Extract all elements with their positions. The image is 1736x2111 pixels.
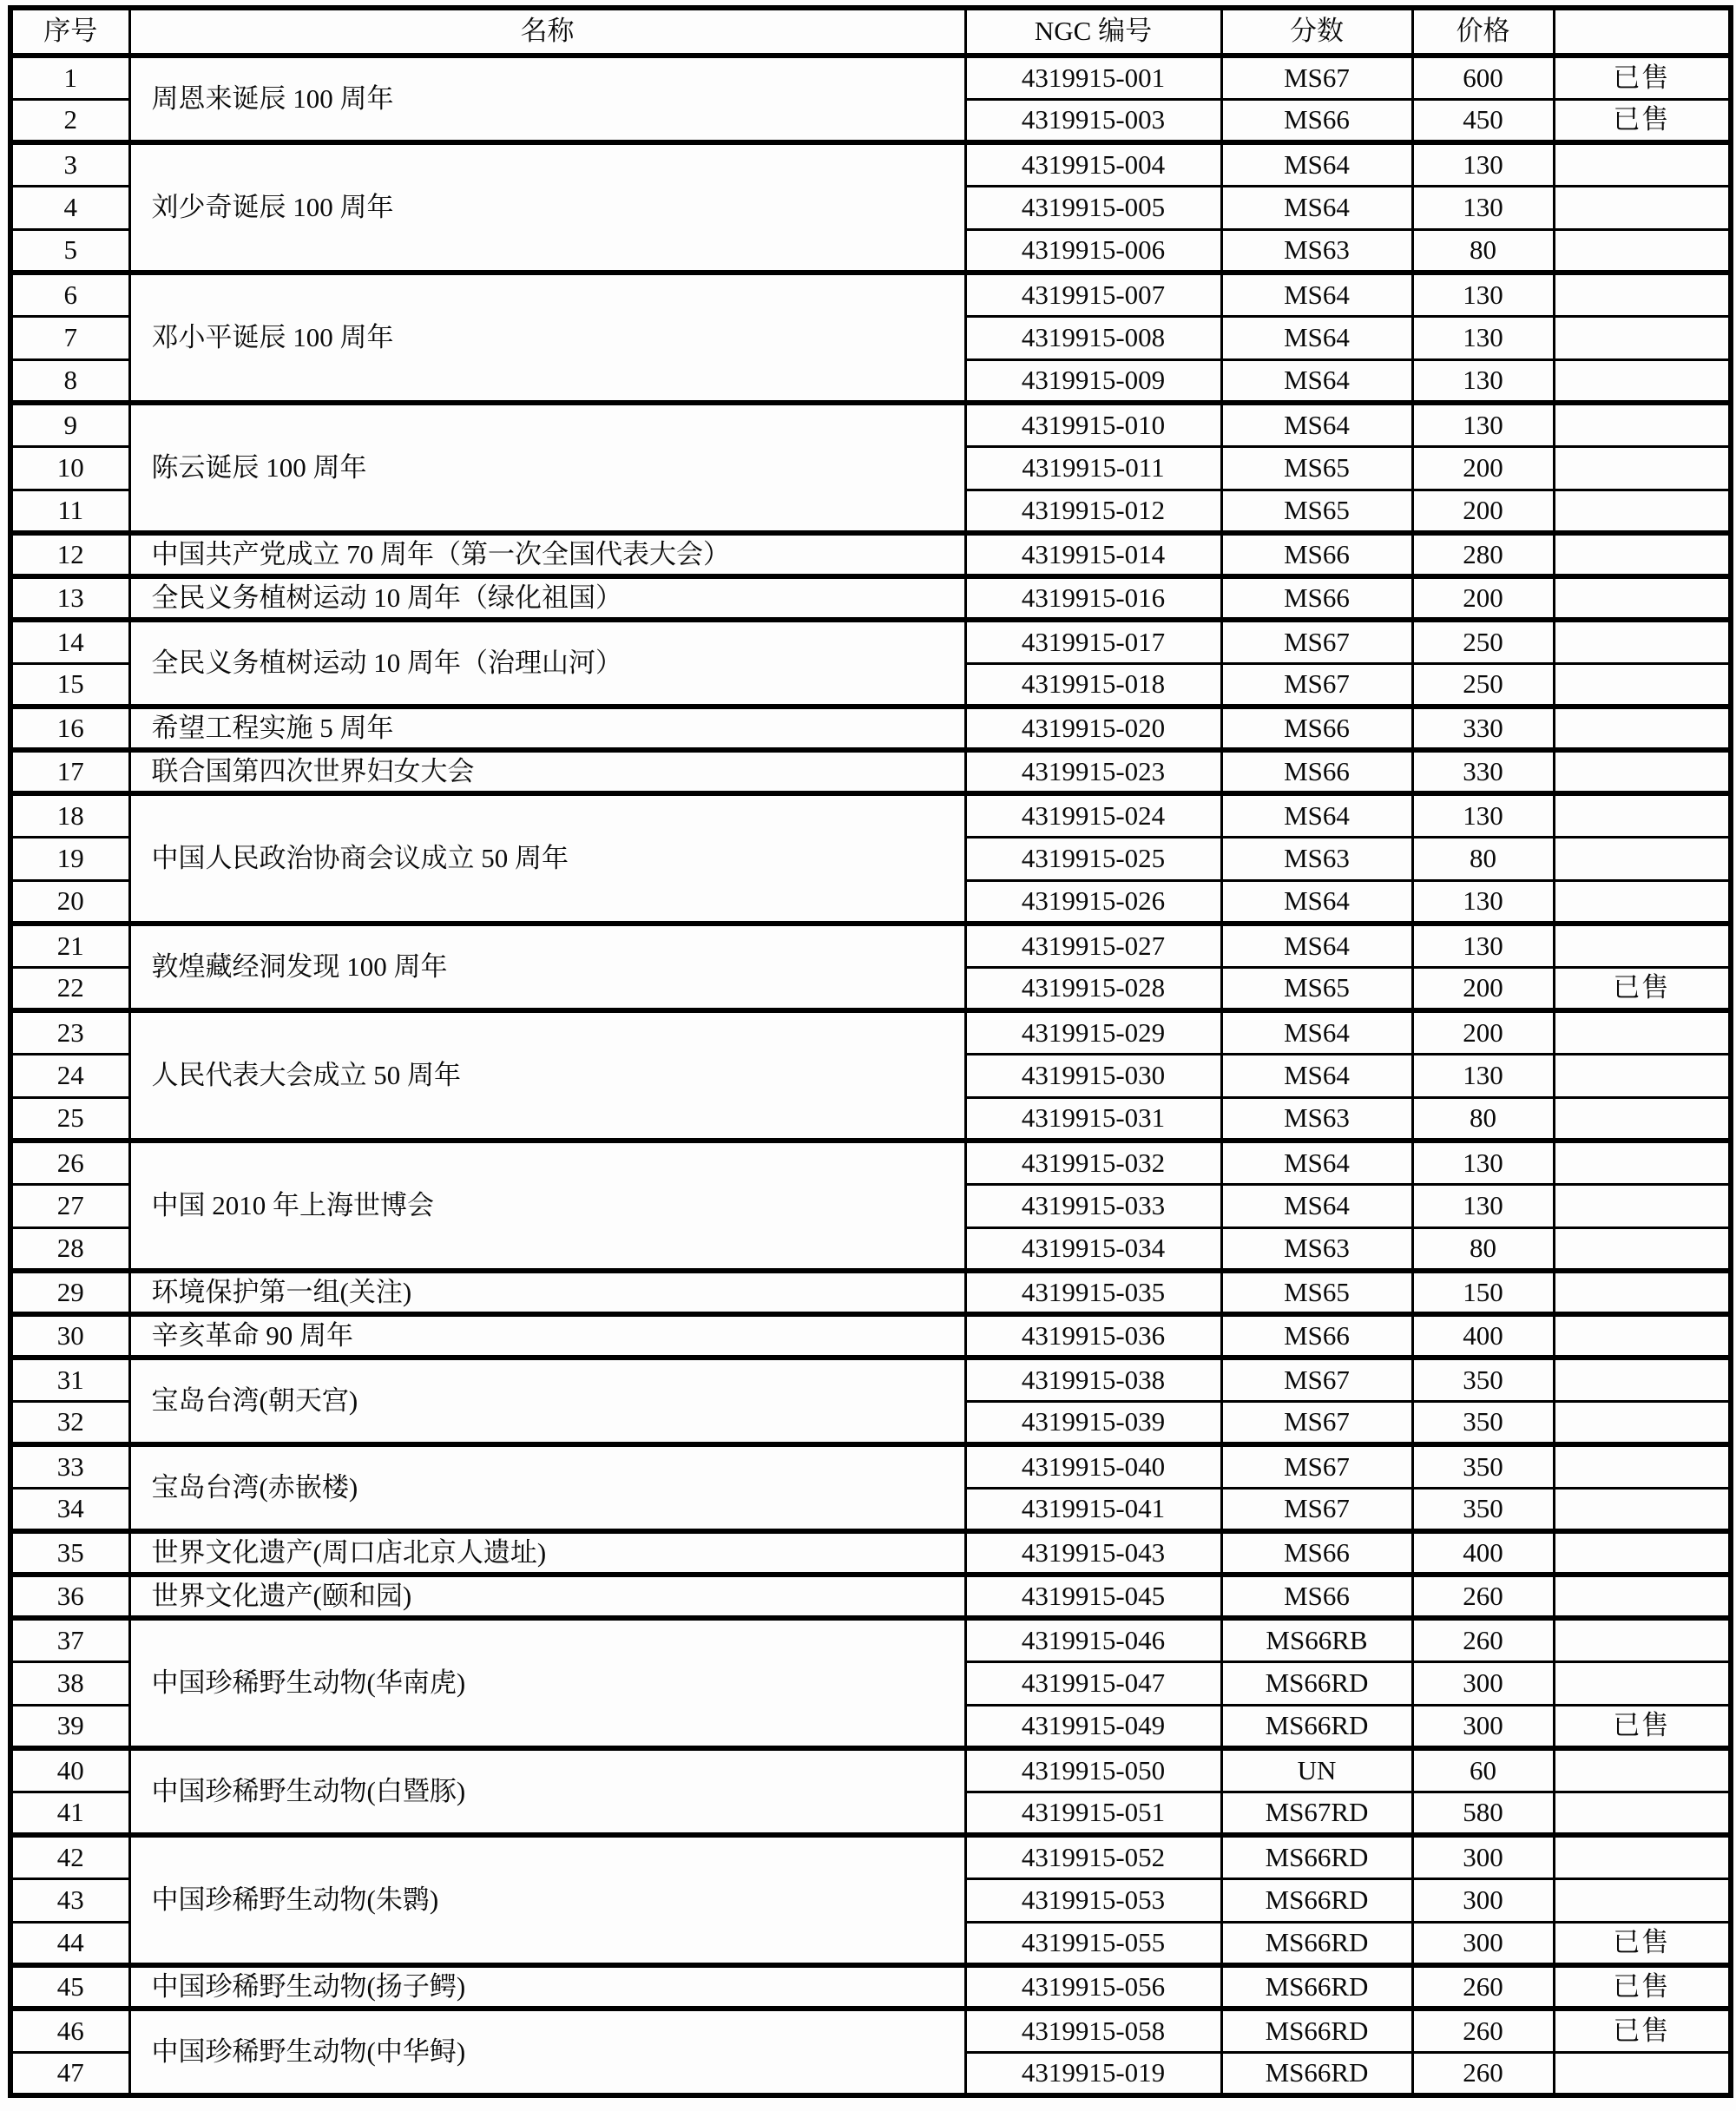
row-number-cell: 37 (10, 1618, 129, 1661)
price-cell: 450 (1412, 99, 1554, 142)
sold-status-cell (1554, 620, 1731, 663)
row-number-cell: 12 (10, 533, 129, 576)
ngc-number-cell: 4319915-008 (965, 316, 1221, 359)
row-number-cell: 21 (10, 924, 129, 967)
row-number-cell: 41 (10, 1792, 129, 1835)
sold-status-cell: 已售 (1554, 2009, 1731, 2052)
sold-status-cell (1554, 533, 1731, 576)
ngc-number-cell: 4319915-016 (965, 576, 1221, 620)
row-number-cell: 33 (10, 1444, 129, 1488)
ngc-number-cell: 4319915-032 (965, 1141, 1221, 1184)
row-number-cell: 19 (10, 837, 129, 880)
price-cell: 80 (1412, 837, 1554, 880)
grade-cell: MS64 (1221, 1184, 1412, 1227)
ngc-number-cell: 4319915-056 (965, 1965, 1221, 2009)
row-number-cell: 18 (10, 793, 129, 837)
ngc-number-cell: 4319915-001 (965, 56, 1221, 99)
item-name-cell: 辛亥革命 90 周年 (129, 1314, 965, 1358)
price-cell: 200 (1412, 1010, 1554, 1054)
price-cell: 580 (1412, 1792, 1554, 1835)
price-list-table (8, 5, 1733, 2098)
ngc-number-cell: 4319915-058 (965, 2009, 1221, 2052)
header-row (10, 8, 1731, 56)
row-number-cell: 3 (10, 142, 129, 186)
table-row (10, 1314, 1731, 1358)
ngc-number-cell: 4319915-028 (965, 967, 1221, 1010)
sold-status-cell: 已售 (1554, 56, 1731, 99)
price-cell: 200 (1412, 967, 1554, 1010)
table-header (10, 8, 1731, 56)
table-row (10, 620, 1731, 663)
ngc-number-cell: 4319915-011 (965, 446, 1221, 490)
sold-status-cell (1554, 1531, 1731, 1575)
table-row (10, 533, 1731, 576)
table-row (10, 142, 1731, 186)
col-header-ngc-number: NGC 编号 (965, 8, 1221, 56)
price-cell: 130 (1412, 142, 1554, 186)
ngc-number-cell: 4319915-009 (965, 359, 1221, 403)
price-cell: 350 (1412, 1488, 1554, 1531)
price-cell: 330 (1412, 707, 1554, 750)
ngc-number-cell: 4319915-010 (965, 403, 1221, 446)
table-row (10, 1444, 1731, 1488)
ngc-number-cell: 4319915-035 (965, 1271, 1221, 1314)
ngc-number-cell: 4319915-020 (965, 707, 1221, 750)
table-row (10, 1748, 1731, 1792)
price-cell: 260 (1412, 1618, 1554, 1661)
row-number-cell: 14 (10, 620, 129, 663)
grade-cell: MS66RD (1221, 2009, 1412, 2052)
ngc-number-cell: 4319915-034 (965, 1227, 1221, 1271)
sold-status-cell (1554, 576, 1731, 620)
table-row (10, 1531, 1731, 1575)
sold-status-cell (1554, 750, 1731, 793)
grade-cell: MS63 (1221, 1227, 1412, 1271)
price-cell: 280 (1412, 533, 1554, 576)
table-row (10, 1965, 1731, 2009)
row-number-cell: 45 (10, 1965, 129, 2009)
grade-cell: MS64 (1221, 316, 1412, 359)
row-number-cell: 7 (10, 316, 129, 359)
table-row (10, 924, 1731, 967)
ngc-number-cell: 4319915-017 (965, 620, 1221, 663)
price-cell: 130 (1412, 359, 1554, 403)
row-number-cell: 1 (10, 56, 129, 99)
price-cell: 150 (1412, 1271, 1554, 1314)
row-number-cell: 38 (10, 1661, 129, 1705)
price-cell: 130 (1412, 1184, 1554, 1227)
price-cell: 260 (1412, 1575, 1554, 1618)
sold-status-cell (1554, 1227, 1731, 1271)
sold-status-cell (1554, 1575, 1731, 1618)
sold-status-cell (1554, 1097, 1731, 1141)
row-number-cell: 32 (10, 1401, 129, 1444)
ngc-number-cell: 4319915-049 (965, 1705, 1221, 1748)
row-number-cell: 4 (10, 186, 129, 229)
item-name-cell: 刘少奇诞辰 100 周年 (129, 142, 965, 273)
sold-status-cell: 已售 (1554, 99, 1731, 142)
price-cell: 60 (1412, 1748, 1554, 1792)
ngc-number-cell: 4319915-005 (965, 186, 1221, 229)
sold-status-cell (1554, 359, 1731, 403)
sold-status-cell (1554, 793, 1731, 837)
grade-cell: MS64 (1221, 793, 1412, 837)
ngc-number-cell: 4319915-023 (965, 750, 1221, 793)
grade-cell: MS63 (1221, 229, 1412, 273)
row-number-cell: 6 (10, 273, 129, 316)
ngc-number-cell: 4319915-007 (965, 273, 1221, 316)
row-number-cell: 30 (10, 1314, 129, 1358)
sold-status-cell (1554, 403, 1731, 446)
item-name-cell: 陈云诞辰 100 周年 (129, 403, 965, 533)
ngc-number-cell: 4319915-043 (965, 1531, 1221, 1575)
sold-status-cell (1554, 663, 1731, 707)
grade-cell: MS64 (1221, 186, 1412, 229)
item-name-cell: 中国珍稀野生动物(朱鹮) (129, 1835, 965, 1965)
row-number-cell: 25 (10, 1097, 129, 1141)
grade-cell: MS67 (1221, 1401, 1412, 1444)
sold-status-cell: 已售 (1554, 1705, 1731, 1748)
ngc-number-cell: 4319915-012 (965, 490, 1221, 533)
grade-cell: MS66RD (1221, 1965, 1412, 2009)
item-name-cell: 联合国第四次世界妇女大会 (129, 750, 965, 793)
ngc-number-cell: 4319915-055 (965, 1922, 1221, 1965)
ngc-number-cell: 4319915-019 (965, 2052, 1221, 2095)
price-cell: 130 (1412, 1054, 1554, 1097)
ngc-number-cell: 4319915-050 (965, 1748, 1221, 1792)
grade-cell: MS64 (1221, 403, 1412, 446)
sold-status-cell (1554, 1878, 1731, 1922)
sold-status-cell (1554, 142, 1731, 186)
grade-cell: MS64 (1221, 273, 1412, 316)
sold-status-cell: 已售 (1554, 1922, 1731, 1965)
item-name-cell: 中国珍稀野生动物(中华鲟) (129, 2009, 965, 2095)
item-name-cell: 中国 2010 年上海世博会 (129, 1141, 965, 1271)
price-cell: 300 (1412, 1835, 1554, 1878)
ngc-number-cell: 4319915-024 (965, 793, 1221, 837)
sold-status-cell (1554, 186, 1731, 229)
row-number-cell: 5 (10, 229, 129, 273)
sold-status-cell: 已售 (1554, 1965, 1731, 2009)
item-name-cell: 中国珍稀野生动物(白暨豚) (129, 1748, 965, 1835)
row-number-cell: 28 (10, 1227, 129, 1271)
price-cell: 130 (1412, 316, 1554, 359)
row-number-cell: 44 (10, 1922, 129, 1965)
grade-cell: MS67 (1221, 663, 1412, 707)
item-name-cell: 环境保护第一组(关注) (129, 1271, 965, 1314)
item-name-cell: 邓小平诞辰 100 周年 (129, 273, 965, 403)
grade-cell: MS66RD (1221, 1878, 1412, 1922)
grade-cell: MS66RD (1221, 1705, 1412, 1748)
sold-status-cell (1554, 273, 1731, 316)
price-cell: 130 (1412, 186, 1554, 229)
ngc-number-cell: 4319915-040 (965, 1444, 1221, 1488)
grade-cell: MS65 (1221, 967, 1412, 1010)
sold-status-cell (1554, 1314, 1731, 1358)
grade-cell: MS66 (1221, 1314, 1412, 1358)
price-cell: 300 (1412, 1922, 1554, 1965)
row-number-cell: 35 (10, 1531, 129, 1575)
item-name-cell: 全民义务植树运动 10 周年（治理山河） (129, 620, 965, 707)
row-number-cell: 31 (10, 1358, 129, 1401)
table-row (10, 1141, 1731, 1184)
sold-status-cell (1554, 446, 1731, 490)
price-cell: 200 (1412, 446, 1554, 490)
price-cell: 260 (1412, 2052, 1554, 2095)
col-header-name: 名称 (129, 8, 965, 56)
item-name-cell: 中国珍稀野生动物(扬子鳄) (129, 1965, 965, 2009)
sold-status-cell (1554, 1010, 1731, 1054)
sold-status-cell (1554, 1748, 1731, 1792)
item-name-cell: 世界文化遗产(周口店北京人遗址) (129, 1531, 965, 1575)
price-cell: 330 (1412, 750, 1554, 793)
table-row (10, 1618, 1731, 1661)
price-cell: 80 (1412, 1097, 1554, 1141)
row-number-cell: 36 (10, 1575, 129, 1618)
price-cell: 300 (1412, 1878, 1554, 1922)
table-row (10, 1835, 1731, 1878)
price-cell: 400 (1412, 1531, 1554, 1575)
item-name-cell: 中国共产党成立 70 周年（第一次全国代表大会） (129, 533, 965, 576)
grade-cell: MS66 (1221, 1575, 1412, 1618)
ngc-number-cell: 4319915-033 (965, 1184, 1221, 1227)
table-row (10, 576, 1731, 620)
grade-cell: MS67 (1221, 620, 1412, 663)
sold-status-cell (1554, 1141, 1731, 1184)
grade-cell: MS64 (1221, 1141, 1412, 1184)
sold-status-cell (1554, 837, 1731, 880)
row-number-cell: 39 (10, 1705, 129, 1748)
sold-status-cell (1554, 924, 1731, 967)
price-cell: 130 (1412, 924, 1554, 967)
price-cell: 200 (1412, 490, 1554, 533)
row-number-cell: 22 (10, 967, 129, 1010)
row-number-cell: 27 (10, 1184, 129, 1227)
sold-status-cell (1554, 1444, 1731, 1488)
sold-status-cell (1554, 1358, 1731, 1401)
price-cell: 130 (1412, 880, 1554, 924)
grade-cell: MS66 (1221, 707, 1412, 750)
table-row (10, 793, 1731, 837)
row-number-cell: 11 (10, 490, 129, 533)
col-header-sold-status (1554, 8, 1731, 56)
ngc-number-cell: 4319915-051 (965, 1792, 1221, 1835)
row-number-cell: 20 (10, 880, 129, 924)
table-row (10, 1271, 1731, 1314)
price-cell: 260 (1412, 1965, 1554, 2009)
table-row (10, 750, 1731, 793)
row-number-cell: 43 (10, 1878, 129, 1922)
grade-cell: MS66 (1221, 750, 1412, 793)
row-number-cell: 42 (10, 1835, 129, 1878)
grade-cell: MS66RD (1221, 1922, 1412, 1965)
sold-status-cell (1554, 1401, 1731, 1444)
sold-status-cell (1554, 490, 1731, 533)
sold-status-cell (1554, 880, 1731, 924)
sold-status-cell (1554, 1271, 1731, 1314)
row-number-cell: 8 (10, 359, 129, 403)
ngc-number-cell: 4319915-027 (965, 924, 1221, 967)
table-row (10, 707, 1731, 750)
row-number-cell: 34 (10, 1488, 129, 1531)
grade-cell: MS64 (1221, 1054, 1412, 1097)
table-row (10, 2009, 1731, 2052)
sold-status-cell (1554, 1054, 1731, 1097)
price-cell: 250 (1412, 620, 1554, 663)
grade-cell: MS66RD (1221, 1661, 1412, 1705)
row-number-cell: 10 (10, 446, 129, 490)
ngc-number-cell: 4319915-026 (965, 880, 1221, 924)
ngc-number-cell: 4319915-041 (965, 1488, 1221, 1531)
col-header-grade: 分数 (1221, 8, 1412, 56)
price-cell: 400 (1412, 1314, 1554, 1358)
row-number-cell: 26 (10, 1141, 129, 1184)
price-cell: 130 (1412, 1141, 1554, 1184)
grade-cell: MS65 (1221, 1271, 1412, 1314)
grade-cell: MS63 (1221, 1097, 1412, 1141)
grade-cell: UN (1221, 1748, 1412, 1792)
price-cell: 300 (1412, 1705, 1554, 1748)
row-number-cell: 24 (10, 1054, 129, 1097)
item-name-cell: 敦煌藏经洞发现 100 周年 (129, 924, 965, 1010)
item-name-cell: 中国珍稀野生动物(华南虎) (129, 1618, 965, 1748)
item-name-cell: 中国人民政治协商会议成立 50 周年 (129, 793, 965, 924)
row-number-cell: 15 (10, 663, 129, 707)
grade-cell: MS64 (1221, 880, 1412, 924)
grade-cell: MS64 (1221, 142, 1412, 186)
price-cell: 260 (1412, 2009, 1554, 2052)
ngc-number-cell: 4319915-018 (965, 663, 1221, 707)
ngc-number-cell: 4319915-047 (965, 1661, 1221, 1705)
table-row (10, 1010, 1731, 1054)
sold-status-cell (1554, 316, 1731, 359)
ngc-number-cell: 4319915-036 (965, 1314, 1221, 1358)
row-number-cell: 9 (10, 403, 129, 446)
item-name-cell: 周恩来诞辰 100 周年 (129, 56, 965, 142)
grade-cell: MS65 (1221, 490, 1412, 533)
ngc-number-cell: 4319915-038 (965, 1358, 1221, 1401)
table-row (10, 1358, 1731, 1401)
sold-status-cell (1554, 2052, 1731, 2095)
grade-cell: MS66 (1221, 576, 1412, 620)
col-header-index: 序号 (10, 8, 129, 56)
ngc-number-cell: 4319915-004 (965, 142, 1221, 186)
grade-cell: MS66 (1221, 533, 1412, 576)
row-number-cell: 13 (10, 576, 129, 620)
grade-cell: MS66RD (1221, 2052, 1412, 2095)
table-row (10, 273, 1731, 316)
row-number-cell: 46 (10, 2009, 129, 2052)
ngc-number-cell: 4319915-053 (965, 1878, 1221, 1922)
sold-status-cell (1554, 1835, 1731, 1878)
grade-cell: MS66 (1221, 1531, 1412, 1575)
price-cell: 300 (1412, 1661, 1554, 1705)
price-cell: 200 (1412, 576, 1554, 620)
grade-cell: MS63 (1221, 837, 1412, 880)
table-row (10, 403, 1731, 446)
price-cell: 350 (1412, 1358, 1554, 1401)
price-cell: 130 (1412, 273, 1554, 316)
grade-cell: MS67RD (1221, 1792, 1412, 1835)
col-header-price: 价格 (1412, 8, 1554, 56)
ngc-number-cell: 4319915-052 (965, 1835, 1221, 1878)
sold-status-cell (1554, 1661, 1731, 1705)
grade-cell: MS67 (1221, 1358, 1412, 1401)
price-cell: 250 (1412, 663, 1554, 707)
grade-cell: MS66RB (1221, 1618, 1412, 1661)
grade-cell: MS67 (1221, 1488, 1412, 1531)
grade-cell: MS66RD (1221, 1835, 1412, 1878)
table-row (10, 1575, 1731, 1618)
ngc-number-cell: 4319915-045 (965, 1575, 1221, 1618)
grade-cell: MS64 (1221, 359, 1412, 403)
sold-status-cell (1554, 707, 1731, 750)
sold-status-cell: 已售 (1554, 967, 1731, 1010)
item-name-cell: 人民代表大会成立 50 周年 (129, 1010, 965, 1141)
row-number-cell: 40 (10, 1748, 129, 1792)
grade-cell: MS66 (1221, 99, 1412, 142)
table-row (10, 56, 1731, 99)
sold-status-cell (1554, 1618, 1731, 1661)
ngc-number-cell: 4319915-031 (965, 1097, 1221, 1141)
grade-cell: MS64 (1221, 1010, 1412, 1054)
price-cell: 130 (1412, 403, 1554, 446)
row-number-cell: 29 (10, 1271, 129, 1314)
price-cell: 130 (1412, 793, 1554, 837)
sold-status-cell (1554, 229, 1731, 273)
item-name-cell: 世界文化遗产(颐和园) (129, 1575, 965, 1618)
ngc-number-cell: 4319915-039 (965, 1401, 1221, 1444)
grade-cell: MS67 (1221, 1444, 1412, 1488)
sold-status-cell (1554, 1488, 1731, 1531)
grade-cell: MS67 (1221, 56, 1412, 99)
ngc-number-cell: 4319915-014 (965, 533, 1221, 576)
sold-status-cell (1554, 1792, 1731, 1835)
row-number-cell: 47 (10, 2052, 129, 2095)
row-number-cell: 16 (10, 707, 129, 750)
table-body (10, 56, 1731, 2095)
grade-cell: MS64 (1221, 924, 1412, 967)
ngc-number-cell: 4319915-030 (965, 1054, 1221, 1097)
ngc-number-cell: 4319915-006 (965, 229, 1221, 273)
grade-cell: MS65 (1221, 446, 1412, 490)
price-cell: 350 (1412, 1444, 1554, 1488)
row-number-cell: 2 (10, 99, 129, 142)
ngc-number-cell: 4319915-025 (965, 837, 1221, 880)
item-name-cell: 宝岛台湾(赤嵌楼) (129, 1444, 965, 1531)
item-name-cell: 希望工程实施 5 周年 (129, 707, 965, 750)
ngc-number-cell: 4319915-029 (965, 1010, 1221, 1054)
row-number-cell: 17 (10, 750, 129, 793)
price-cell: 80 (1412, 229, 1554, 273)
item-name-cell: 全民义务植树运动 10 周年（绿化祖国） (129, 576, 965, 620)
ngc-number-cell: 4319915-046 (965, 1618, 1221, 1661)
price-cell: 600 (1412, 56, 1554, 99)
ngc-number-cell: 4319915-003 (965, 99, 1221, 142)
price-cell: 350 (1412, 1401, 1554, 1444)
sold-status-cell (1554, 1184, 1731, 1227)
price-cell: 80 (1412, 1227, 1554, 1271)
item-name-cell: 宝岛台湾(朝天宫) (129, 1358, 965, 1444)
row-number-cell: 23 (10, 1010, 129, 1054)
